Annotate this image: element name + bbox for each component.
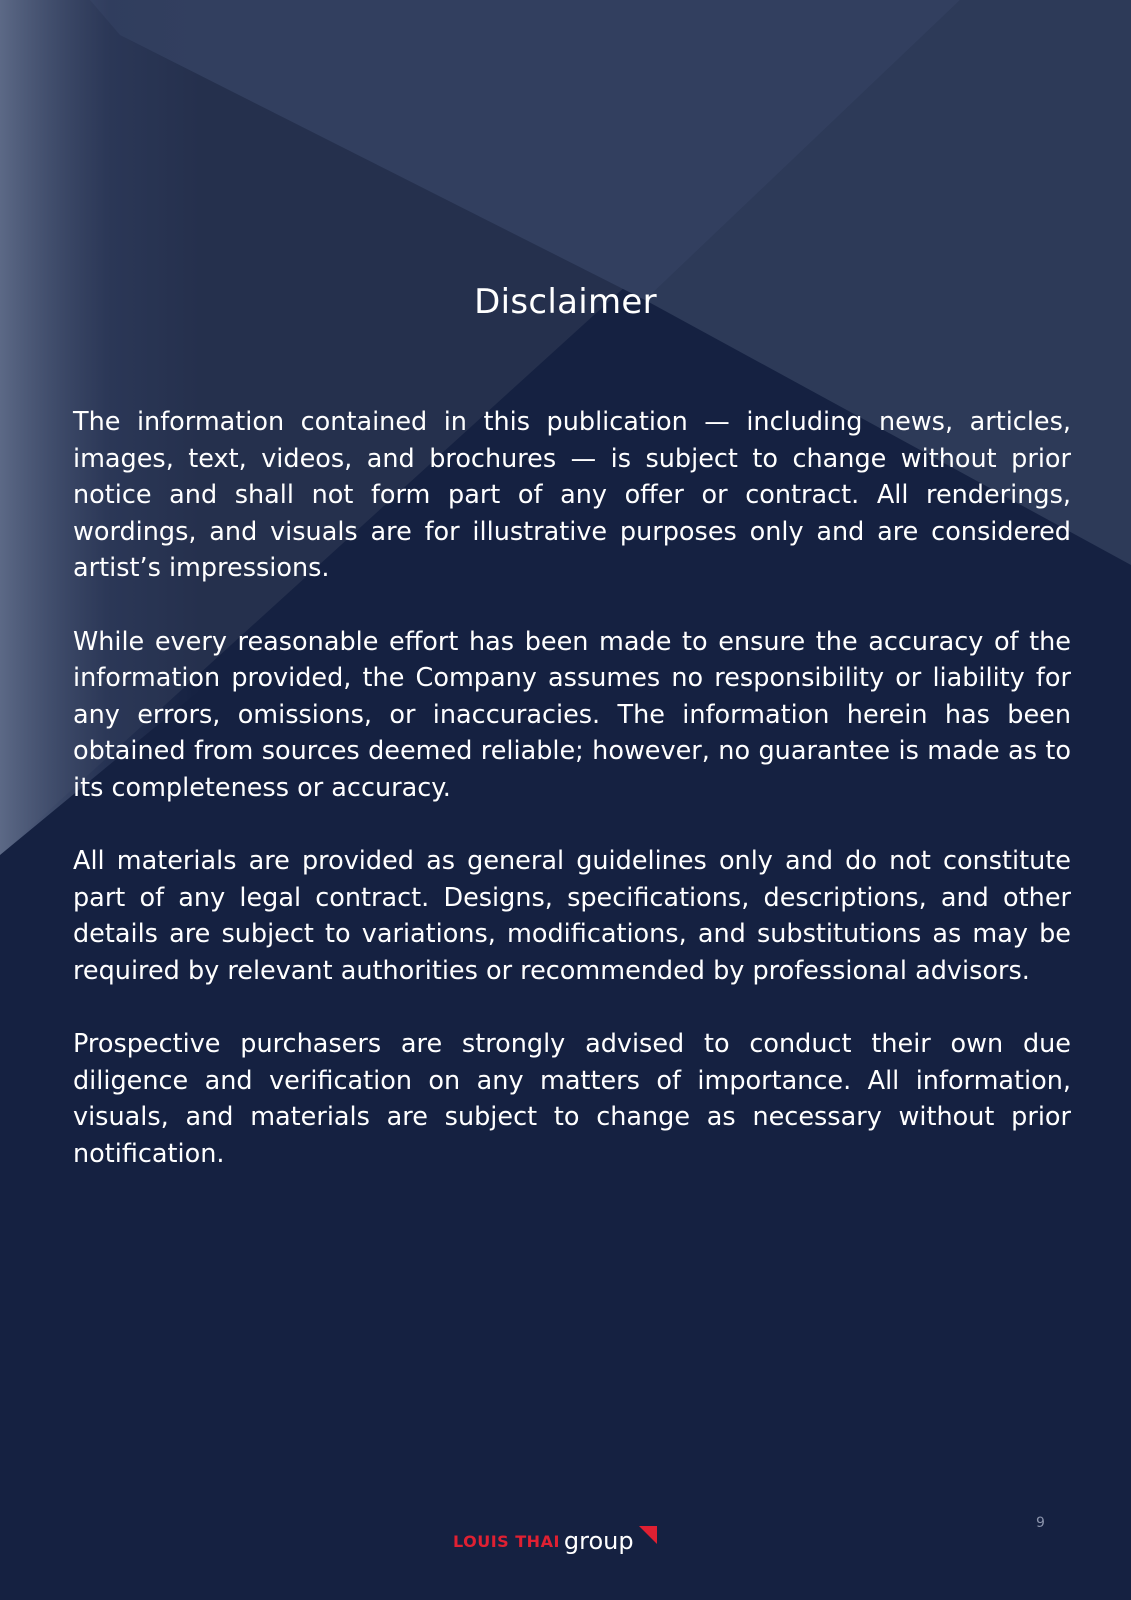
logo-brand-text: LOUIS THAI [453, 1532, 560, 1551]
company-logo [453, 1523, 657, 1553]
paragraph: Prospective purchasers are strongly advised to conduct their own due diligence and verification on any matters of importance. All information, visuals, and materials are subject to change as necessary without prior notification. [73, 1029, 1071, 1169]
page-number: 9 [1036, 1515, 1045, 1531]
red-triangle-mark-icon [639, 1526, 657, 1544]
paragraph: The information contained in this publication — including news, articles, images, text, videos, and brochures — is subject to change without prior notice and shall not form part of any offer or contract. All renderings, wordings, and visuals are for illustrative purposes only and are considered artist’s impressions. [73, 407, 1071, 584]
disclaimer-body [73, 404, 1071, 1209]
paragraph: All materials are provided as general guidelines only and do not constitute part of any legal contract. Designs, specifications, descriptions, and other details are subject to variations, modifications, and substitutions as may be required by relevant authorities or recommended by professional advisors. [73, 846, 1071, 986]
page-title: Disclaimer [474, 282, 657, 322]
logo-suffix-text: group [563, 1527, 634, 1555]
paragraph: While every reasonable effort has been made to ensure the accuracy of the information provided, the Company assumes no responsibility or liability for any errors, omissions, or inaccuracies. The information herein has been obtained from sources deemed reliable; however, no guarantee is made as to its completeness or accuracy. [73, 626, 1071, 803]
